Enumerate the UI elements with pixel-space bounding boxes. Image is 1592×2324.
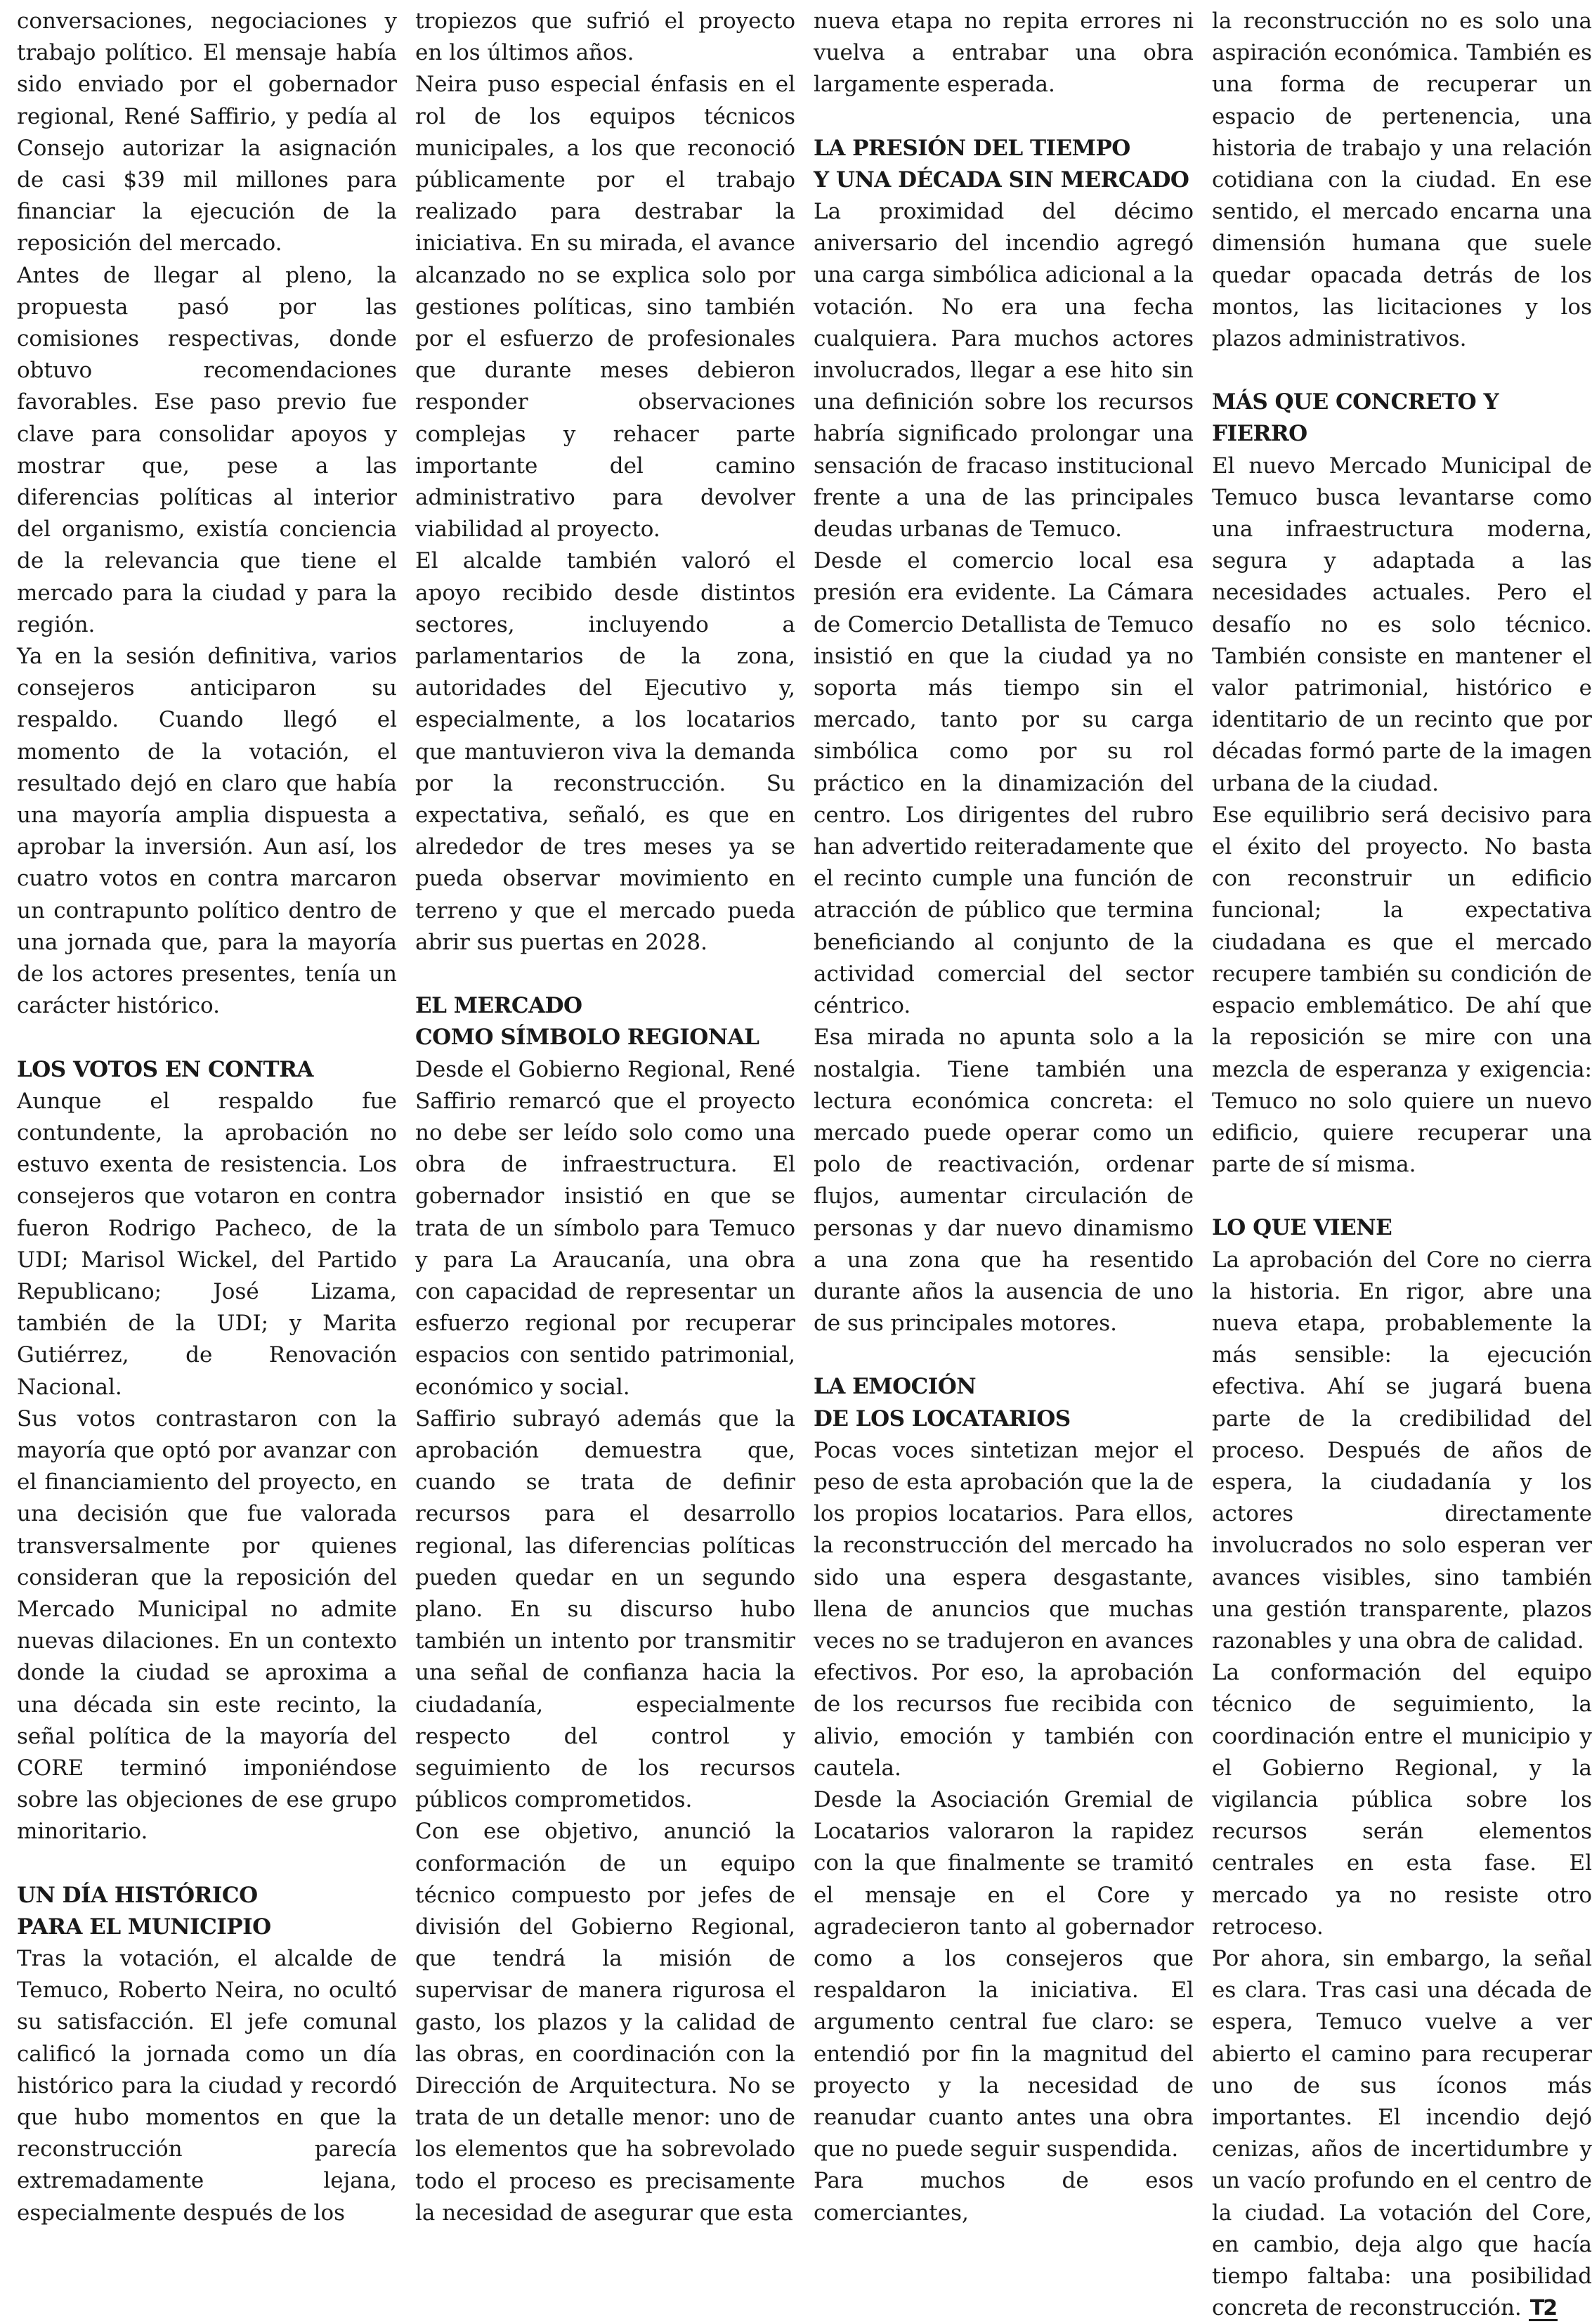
section-heading: LA PRESIÓN DEL TIEMPO Y UNA DÉCADA SIN MERCADO <box>814 135 1189 193</box>
paragraph <box>814 1022 1194 1339</box>
paragraph-text: Tras la votación, el alcalde de Temuco, Roberto Neira, no ocultó su satisfacción. El jefe comunal calificó la jornada como un día histórico para la ciudad y recordó que hubo momentos en que la reconstrucción parecía extremadamente lejana, especialmente después de los <box>17 1945 397 2226</box>
paragraph <box>415 545 795 959</box>
paragraph-text: Ese equilibrio será decisivo para el éxito del proyecto. No basta con reconstruir un edificio funcional; la expectativa ciudadana es que el mercado recupere también su condición de espacio emblemático. De ahí que la reposición se mire con una mezcla de esperanza y exigencia: Temuco no solo quiere un nuevo edificio, quiere recuperar una parte de sí misma. <box>1212 802 1592 1178</box>
paragraph <box>814 545 1194 1022</box>
section-heading: MÁS QUE CONCRETO Y FIERRO <box>1212 389 1499 447</box>
paragraph <box>17 260 397 641</box>
paragraph-text: Por ahora, sin embargo, la señal es clara. Tras casi una década de espera, Temuco vuelve a ver abierto el camino para recuperar uno de sus íconos más importantes. El incendio dejó cenizas, años de incertidumbre y un vacío profundo en el centro de la ciudad. La votación del Core, en cambio, deja algo que hacía tiempo faltaba: una posibilidad concreta de reconstrucción. <box>1212 1945 1592 2321</box>
section-heading: LO QUE VIENE <box>1212 1215 1392 1241</box>
paragraph-text: Esa mirada no apunta solo a la nostalgia. Tiene también una lectura económica concreta: el mercado puede operar como un polo de reactivación, ordenar flujos, aumentar circulación de personas y dar nuevo dinamismo a una zona que ha resentido durante años la ausencia de uno de sus principales motores. <box>814 1025 1194 1337</box>
paragraph-text: El nuevo Mercado Municipal de Temuco busca levantarse como una infraestructura moderna, segura y adaptada a las necesidades actuales. Pero el desafío no es solo técnico. También consiste en mantener el valor patrimonial, histórico e identitario de un recinto que por décadas formó parte de la imagen urbana de la ciudad. <box>1212 453 1592 796</box>
section-heading: UN DÍA HISTÓRICO PARA EL MUNICIPIO <box>17 1882 271 1940</box>
section-heading: LA EMOCIÓN DE LOS LOCATARIOS <box>814 1374 1071 1432</box>
paragraph-text: Desde el Gobierno Regional, René Saffirio remarcó que el proyecto no debe ser leído solo como una obra de infraestructura. El gobernador insistió en que se trata de un símbolo para Temuco y para La Araucanía, una obra con capacidad de representar un esfuerzo regional por recuperar espacios con sentido patrimonial, económico y social. <box>415 1056 795 1400</box>
paragraph <box>17 1943 397 2229</box>
section-heading: EL MERCADO COMO SÍMBOLO REGIONAL <box>415 993 759 1051</box>
paragraph <box>1212 800 1592 1181</box>
paragraph <box>17 641 397 1022</box>
paragraph-text: Saffirio subrayó además que la aprobación demuestra que, cuando se trata de definir recursos para el desarrollo regional, las diferencias políticas pueden quedar en un segundo plano. En su discurso hubo también un intento por transmitir una señal de confianza hacia la ciudadanía, especialmente respecto del control y seguimiento de los recursos públicos comprometidos. <box>415 1406 795 1813</box>
paragraph-text: La aprobación del Core no cierra la historia. En rigor, abre una nueva etapa, probablemente la más sensible: la ejecución efectiva. Ahí se jugará buena parte de la credibilidad del proceso. Después de años de espera, la ciudadanía y los actores directamente involucrados no solo esperan ver avances visibles, sino también una gestión transparente, plazos razonables y una obra de calidad. <box>1212 1247 1592 1654</box>
paragraph-text: Ya en la sesión definitiva, varios consejeros anticiparon su respaldo. Cuando llegó el momento de la votación, el resultado dejó en claro que había una mayoría amplia dispuesta a aprobar la inversión. Aun así, los cuatro votos en contra marcaron un contrapunto político dentro de una jornada que, para la mayoría de los actores presentes, tenía un carácter histórico. <box>17 644 397 1019</box>
paragraph <box>17 1403 397 1848</box>
paragraph <box>415 1816 795 2229</box>
column-2 <box>415 6 795 2324</box>
paragraph-text: la reconstrucción no es solo una aspiración económica. También es una forma de recuperar un espacio de pertenencia, una historia de trabajo y una relación cotidiana con la ciudad. En ese sentido, el mercado encarna una dimensión humana que suele quedar opacada detrás de los montos, las licitaciones y los plazos administrativos. <box>1212 8 1592 352</box>
paragraph <box>415 1403 795 1817</box>
paragraph-text: La conformación del equipo técnico de seguimiento, la coordinación entre el municipio y el Gobierno Regional, y la vigilancia pública sobre los recursos serán elementos centrales en esta fase. El mercado ya no resiste otro retroceso. <box>1212 1660 1592 1940</box>
paragraph <box>814 1435 1194 1784</box>
paragraph <box>17 1086 397 1403</box>
end-logo-icon: T2 <box>1529 2296 1557 2321</box>
paragraph <box>814 196 1194 545</box>
paragraph-text: nueva etapa no repita errores ni vuelva a entrabar una obra largamente esperada. <box>814 8 1194 98</box>
paragraph <box>415 1054 795 1403</box>
section-heading: LOS VOTOS EN CONTRA <box>17 1056 313 1082</box>
paragraph <box>1212 6 1592 355</box>
column-4 <box>1212 6 1592 2324</box>
paragraph-text: Para muchos de esos comerciantes, <box>814 2168 1194 2226</box>
paragraph <box>17 6 397 260</box>
paragraph <box>1212 1943 1592 2324</box>
paragraph <box>814 1784 1194 2165</box>
paragraph <box>415 69 795 545</box>
paragraph <box>1212 450 1592 800</box>
paragraph-text: Pocas voces sintetizan mejor el peso de esta aprobación que la de los propios locatarios. Para ellos, la reconstrucción del mercado ha sido una espera desgastante, llena de anuncios que muchas veces no se tradujeron en avances efectivos. Por eso, la aprobación de los recursos fue recibida con alivio, emoción y también con cautela. <box>814 1437 1194 1781</box>
paragraph <box>814 6 1194 101</box>
paragraph-text: Desde el comercio local esa presión era evidente. La Cámara de Comercio Detallista de Temuco insistió en que la ciudad ya no soporta más tiempo sin el mercado, tanto por su carga simbólica como por su rol práctico en la dinamización del centro. Los dirigentes del rubro han advertido reiteradamente que el recinto cumple una función de atracción de público que termina beneficiando al conjunto de la actividad comercial del sector céntrico. <box>814 548 1194 1019</box>
paragraph-text: El alcalde también valoró el apoyo recibido desde distintos sectores, incluyendo a parlamentarios de la zona, autoridades del Ejecutivo y, especialmente, a los locatarios que mantuvieron viva la demanda por la reconstrucción. Su expectativa, señaló, es que en alrededor de tres meses ya se pueda observar movimiento en terreno y que el mercado pueda abrir sus puertas en 2028. <box>415 548 795 955</box>
paragraph <box>415 6 795 69</box>
column-3 <box>814 6 1194 2324</box>
paragraph-text: Con ese objetivo, anunció la conformación de un equipo técnico compuesto por jefes de división del Gobierno Regional, que tendrá la misión de supervisar de manera rigurosa el gasto, los plazos y la calidad de las obras, en coordinación con la Dirección de Arquitectura. No se trata de un detalle menor: uno de los elementos que ha sobrevolado todo el proceso es precisamente la necesidad de asegurar que esta <box>415 1819 795 2226</box>
paragraph-text: conversaciones, negociaciones y trabajo político. El mensaje había sido enviado por el gobernador regional, René Saffirio, y pedía al Consejo autorizar la asignación de casi $39 mil millones para financiar la ejecución de la reposición del mercado. <box>17 8 397 257</box>
paragraph <box>1212 1657 1592 1943</box>
paragraph <box>1212 1245 1592 1658</box>
paragraph-text: Sus votos contrastaron con la mayoría que optó por avanzar con el financiamiento del proyecto, en una decisión que fue valorada transversalmente por quienes consideran que la reposición del Mercado Municipal no admite nuevas dilaciones. En un contexto donde la ciudad se aproxima a una década sin este recinto, la señal política de la mayoría del CORE terminó imponiéndose sobre las objeciones de ese grupo minoritario. <box>17 1406 397 1845</box>
paragraph-text: tropiezos que sufrió el proyecto en los últimos años. <box>415 8 795 66</box>
paragraph-text: Aunque el respaldo fue contundente, la aprobación no estuvo exenta de resistencia. Los consejeros que votaron en contra fueron Rodrigo Pacheco, de la UDI; Marisol Wickel, del Partido Republicano; José Lizama, también de la UDI; y Marita Gutiérrez, de Renovación Nacional. <box>17 1088 397 1400</box>
paragraph <box>814 2165 1194 2228</box>
paragraph-text: Neira puso especial énfasis en el rol de los equipos técnicos municipales, a los que reconoció públicamente por el trabajo realizado para destrabar la iniciativa. En su mirada, el avance alcanzado no se explica solo por gestiones políticas, sino también por el esfuerzo de profesionales que durante meses debieron responder observaciones complejas y rehacer parte importante del camino administrativo para devolver viabilidad al proyecto. <box>415 72 795 543</box>
paragraph-text: Desde la Asociación Gremial de Locatarios valoraron la rapidez con la que finalmente se tramitó el mensaje en el Core y agradecieron tanto al gobernador como a los consejeros que respaldaron la iniciativa. El argumento central fue claro: se entendió por fin la magnitud del proyecto y la necesidad de reanudar cuanto antes una obra que no puede seguir suspendida. <box>814 1786 1194 2162</box>
paragraph-text: La proximidad del décimo aniversario del incendio agregó una carga simbólica adicional a la votación. No era una fecha cualquiera. Para muchos actores involucrados, llegar a ese hito sin una definición sobre los recursos habría significado prolongar una sensación de fracaso institucional frente a una de las principales deudas urbanas de Temuco. <box>814 199 1194 543</box>
paragraph-text: Antes de llegar al pleno, la propuesta pasó por las comisiones respectivas, donde obtuvo recomendaciones favorables. Ese paso previo fue clave para consolidar apoyos y mostrar que, pese a las diferencias políticas al interior del organismo, existía conciencia de la relevancia que tiene el mercado para la ciudad y para la región. <box>17 262 397 637</box>
column-1 <box>17 6 397 2324</box>
